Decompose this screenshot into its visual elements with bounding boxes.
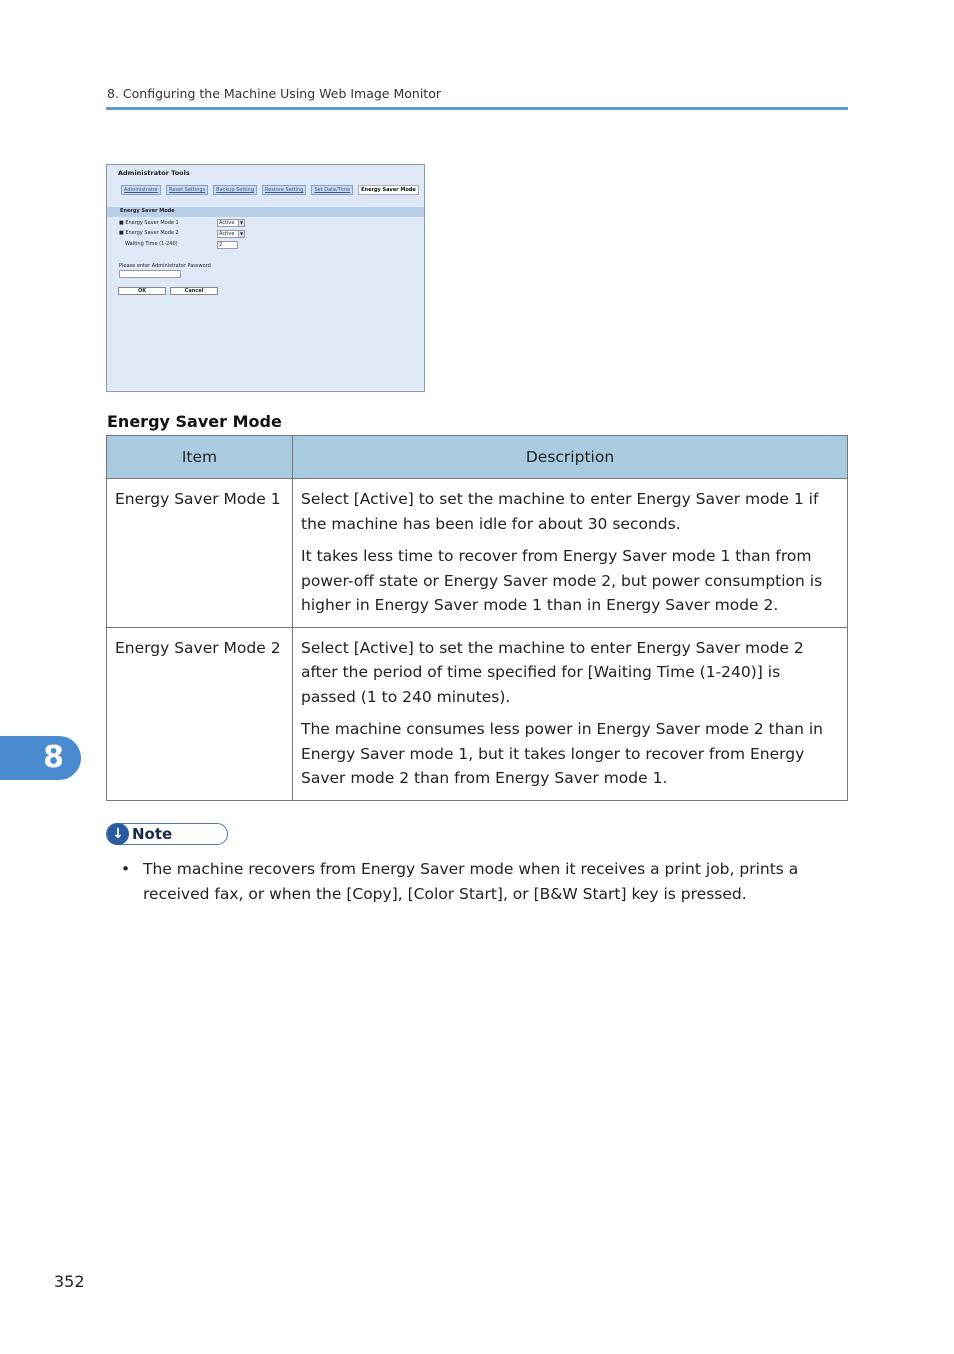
table-row [107, 627, 848, 800]
ok-button[interactable]: OK [118, 287, 166, 295]
table-row [107, 479, 848, 628]
screenshot-section-label: Energy Saver Mode [120, 208, 175, 214]
chevron-down-icon: ▼ [239, 220, 244, 225]
chevron-down-icon: ▼ [239, 231, 244, 236]
cancel-button[interactable]: Cancel [170, 287, 218, 295]
column-header-description: Description [293, 436, 848, 479]
note-list [121, 857, 841, 907]
table-cell-description [293, 479, 848, 628]
tab-administrator[interactable]: Administrator [121, 185, 161, 195]
column-header-item: Item [107, 436, 293, 479]
note-label: Note [132, 825, 173, 843]
waiting-time-input[interactable]: 2 [217, 241, 238, 249]
screenshot-row-label: ■ Energy Saver Mode 2 [119, 230, 179, 236]
energy-saver-mode-1-select[interactable]: Active ▼ [219, 220, 244, 226]
web-image-monitor-screenshot [106, 164, 425, 392]
password-label: Please enter Administrator Password [119, 263, 211, 269]
screenshot-section-band [107, 207, 424, 217]
tab-set-date-time[interactable]: Set Date/Time [311, 185, 353, 195]
description-table [106, 435, 848, 801]
screenshot-row-label: Waiting Time (1-240) [125, 241, 178, 247]
description-paragraph: It takes less time to recover from Energy Saver mode 1 than from power-off state or Energy Saver mode 2, but power consumption is higher in Energy Saver mode 1 than in Energy Saver mode 2. [301, 547, 823, 614]
chapter-tab: 8 [0, 736, 81, 780]
table-header-row [107, 436, 848, 479]
note-badge [106, 823, 228, 845]
header-rule [106, 107, 848, 110]
table-cell-item: Energy Saver Mode 2 [107, 627, 293, 800]
password-input[interactable] [119, 270, 181, 278]
description-paragraph: The machine consumes less power in Energy Saver mode 2 than in Energy Saver mode 1, but it takes longer to recover from Energy Saver mode 2 than from Energy Saver mode 1. [301, 720, 823, 787]
screenshot-title: Administrator Tools [118, 169, 190, 177]
description-paragraph: Select [Active] to set the machine to enter Energy Saver mode 1 if the machine has been idle for about 30 seconds. [301, 490, 819, 533]
screenshot-row-label: ■ Energy Saver Mode 1 [119, 220, 179, 226]
tab-reset-settings[interactable]: Reset Settings [166, 185, 208, 195]
running-head: 8. Configuring the Machine Using Web Image Monitor [107, 86, 441, 101]
tab-energy-saver-mode[interactable]: Energy Saver Mode [358, 185, 419, 195]
page-number: 352 [54, 1272, 85, 1291]
table-cell-item: Energy Saver Mode 1 [107, 479, 293, 628]
tab-backup-setting[interactable]: Backup Setting [213, 185, 257, 195]
section-title: Energy Saver Mode [107, 412, 282, 431]
table-cell-description [293, 627, 848, 800]
note-text: The machine recovers from Energy Saver mode when it receives a print job, prints a received fax, or when the [Copy], [Color Start], or [B&W Start] key is pressed. [143, 860, 799, 903]
description-paragraph: Select [Active] to set the machine to enter Energy Saver mode 2 after the period of time specified for [Waiting Time (1-240)] is passed (1 to 240 minutes). [301, 638, 804, 706]
bullet-icon: • [121, 860, 131, 878]
arrow-down-icon: ↓ [107, 823, 129, 845]
screenshot-tabs [121, 185, 419, 195]
tab-restore-setting[interactable]: Restore Setting [262, 185, 306, 195]
energy-saver-mode-2-select[interactable]: Active ▼ [219, 231, 244, 237]
list-item [121, 857, 841, 907]
